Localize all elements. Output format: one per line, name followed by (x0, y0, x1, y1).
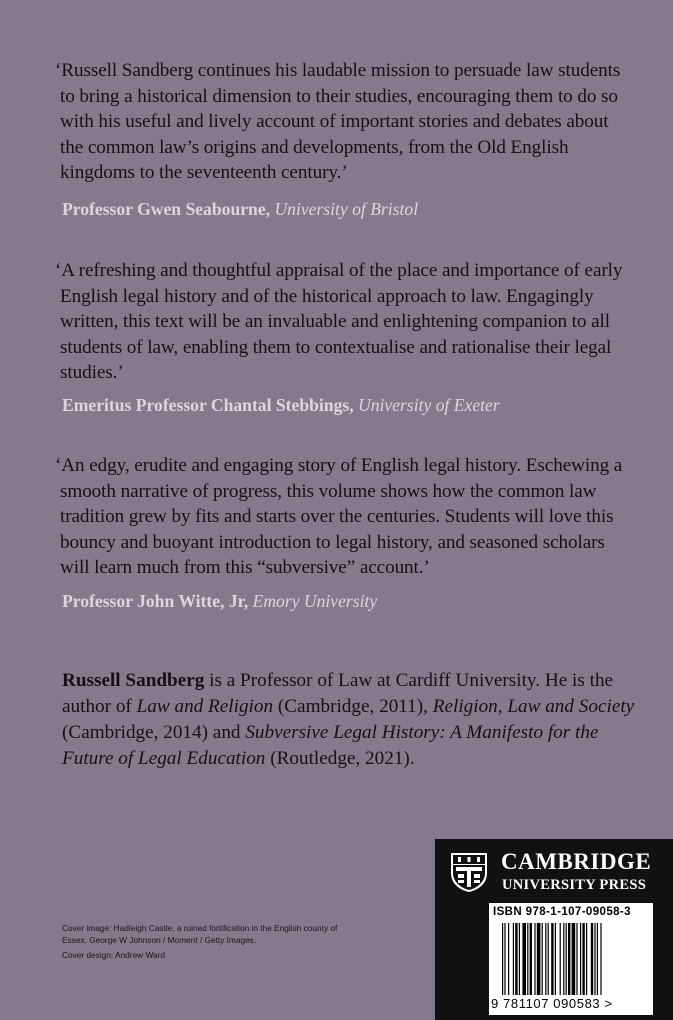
barcode-bar (568, 923, 570, 995)
reviewer-institution: University of Exeter (358, 395, 500, 415)
barcode-bar (582, 923, 584, 995)
barcode-bar (504, 923, 505, 995)
review-quote-2: ‘A refreshing and thoughtful appraisal of the place and importance of early English legal history and of the historical approach to law. Engagingly written, this text will be an invaluable and enlightening companion to all students of law, enabling them to contextualise and rationalise their legal studies.’ (55, 260, 623, 384)
cover-design-credit: Cover design: Andrew Ward (62, 950, 165, 960)
barcode-bar (542, 923, 543, 995)
isbn-barcode (489, 903, 653, 1015)
cover-image-credit: Cover image: Hadleigh Castle, a ruined fortification in the English county of Essex. George W Johnson / Moment / Getty Images. (62, 923, 338, 945)
barcode-bar (545, 923, 546, 995)
reviewer-name: Professor Gwen Seabourne, (62, 199, 271, 219)
barcode-digits (491, 996, 653, 1011)
author-bio (62, 668, 652, 772)
barcode-bar (530, 923, 532, 995)
publisher-logo (449, 849, 669, 897)
barcode-bar (515, 923, 517, 995)
bio-text: (Cambridge, 2014) and (62, 722, 246, 743)
barcode-bar (566, 923, 567, 995)
barcode-bar (508, 923, 509, 995)
reviewer-institution: University of Bristol (274, 199, 419, 219)
publisher-panel (435, 839, 673, 1020)
barcode-bar (534, 923, 535, 995)
bio-text: is a Professor of Law at Cardiff University. He is the author of (62, 670, 614, 717)
bio-text: (Cambridge, 2011), (273, 696, 433, 717)
barcode-bar (522, 923, 526, 995)
author-name: Russell Sandberg (62, 670, 205, 691)
barcode-bar (513, 923, 514, 995)
barcode-bar (594, 923, 595, 995)
review-attribution-3 (62, 590, 377, 612)
barcode-bar (502, 923, 503, 995)
reviewer-name: Emeritus Professor Chantal Stebbings, (62, 395, 354, 415)
bio-text: (Routledge, 2021). (265, 748, 415, 769)
barcode-bar (576, 923, 577, 995)
barcode-bar (591, 923, 593, 995)
publisher-subname: UNIVERSITY PRESS (502, 877, 647, 893)
review-attribution-2 (62, 394, 500, 416)
reviewer-name: Professor John Witte, Jr, (62, 591, 249, 611)
barcode-bar (563, 923, 564, 995)
isbn-label: ISBN 978-1-107-09058-3 (493, 906, 631, 918)
barcode-bar (560, 923, 561, 995)
book-title: Religion, Law and Society (432, 696, 635, 717)
barcode-bar (548, 923, 549, 995)
cambridge-crest-icon (449, 851, 489, 893)
barcode-bar (537, 923, 541, 995)
barcode-bar (580, 923, 581, 995)
book-title: Subversive Legal History: A Manifesto for the Future of Legal Education (62, 722, 599, 769)
barcode-bar (572, 923, 576, 995)
barcode-bar (527, 923, 528, 995)
cover-credits (62, 922, 362, 964)
barcode-bar (586, 923, 587, 995)
reviewer-institution: Emory University (252, 591, 378, 611)
barcode-bar (555, 923, 556, 995)
barcode-bar (551, 923, 553, 995)
barcode-end-mark: > (604, 996, 613, 1011)
review-quote-3: ‘An edgy, erudite and engaging story of English legal history. Eschewing a smooth narrative of progress, this volume shows how the common law tradition grew by fits and starts over the centuries. Students will love this bouncy and buoyant introduction to legal history, and seasoned scholars will learn much from this “subversive” account.’ (55, 455, 623, 579)
barcode-bar (600, 923, 601, 995)
publisher-name: CAMBRIDGE (501, 849, 652, 874)
book-title: Law and Religion (136, 696, 274, 717)
review-quote-1: ‘Russell Sandberg continues his laudable mission to persuade law students to bring a historical dimension to their studies, encouraging them to do so with his useful and lively account of important stories and debates about the common law’s origins and developments, from the Old English kingdoms to the seventeenth century.’ (55, 60, 621, 184)
barcode-icon (502, 923, 642, 995)
barcode-number: 9 781107 090583 (491, 996, 601, 1011)
barcode-bar (519, 923, 520, 995)
review-attribution-1 (62, 198, 418, 220)
barcode-bar (597, 923, 598, 995)
